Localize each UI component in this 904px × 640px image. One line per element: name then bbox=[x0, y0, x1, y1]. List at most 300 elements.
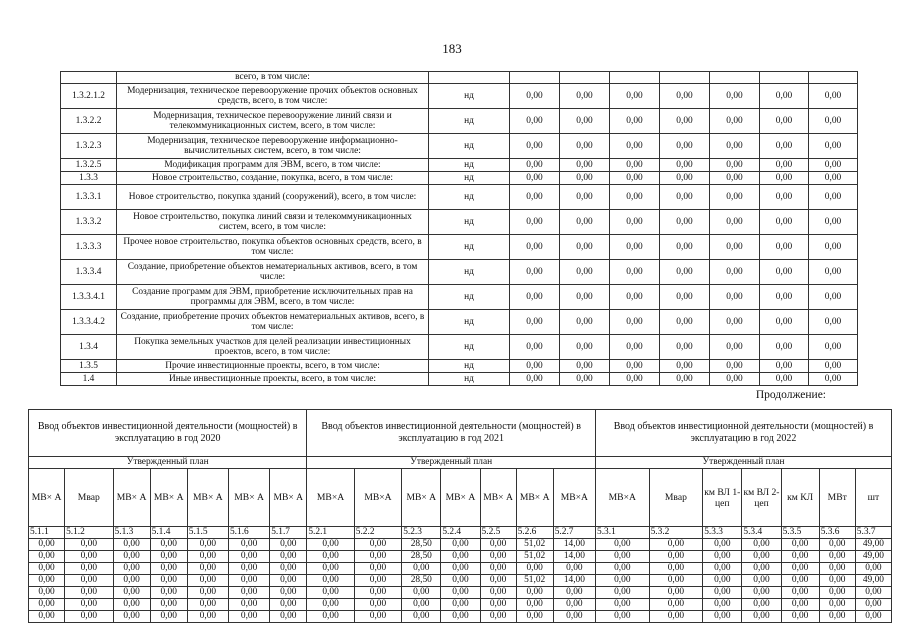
cell-value: 0,00 bbox=[354, 611, 401, 623]
cell-value: 0,00 bbox=[354, 539, 401, 551]
row-code: 1.3.2.3 bbox=[61, 134, 117, 159]
column-code: 5.1.3 bbox=[113, 527, 150, 539]
cell-value: 14,00 bbox=[553, 551, 595, 563]
unit-header: МВ×А bbox=[553, 469, 595, 527]
row-code: 1.3.2.5 bbox=[61, 159, 117, 172]
row-value: 0,00 bbox=[610, 159, 660, 172]
row-unit: нд bbox=[429, 235, 510, 260]
row-value: 0,00 bbox=[560, 185, 610, 210]
row-code: 1.3.3.3 bbox=[61, 235, 117, 260]
cell-value: 0,00 bbox=[480, 599, 516, 611]
row-value: 0,00 bbox=[760, 84, 809, 109]
cell-value: 0,00 bbox=[819, 539, 855, 551]
cell-value: 51,02 bbox=[516, 539, 553, 551]
cell-value: 0,00 bbox=[402, 611, 441, 623]
row-unit: нд bbox=[429, 335, 510, 360]
column-code: 5.3.6 bbox=[819, 527, 855, 539]
cell-value: 0,00 bbox=[29, 587, 65, 599]
row-code: 1.3.5 bbox=[61, 360, 117, 373]
cell-value: 0,00 bbox=[596, 575, 650, 587]
table-row bbox=[61, 134, 858, 159]
row-code: 1.3.3.4 bbox=[61, 260, 117, 285]
row-value: 0,00 bbox=[710, 260, 760, 285]
cell-value: 0,00 bbox=[703, 539, 742, 551]
unit-header: МВ× А bbox=[113, 469, 150, 527]
row-value: 0,00 bbox=[760, 109, 809, 134]
cell-value: 0,00 bbox=[855, 563, 891, 575]
row-value: 0,00 bbox=[809, 109, 858, 134]
table-row bbox=[61, 285, 858, 310]
cell-value: 0,00 bbox=[649, 539, 703, 551]
row-code: 1.3.3.2 bbox=[61, 210, 117, 235]
cell-value: 0,00 bbox=[480, 575, 516, 587]
row-value: 0,00 bbox=[710, 210, 760, 235]
row-value: 0,00 bbox=[760, 210, 809, 235]
row-value: 0,00 bbox=[710, 159, 760, 172]
cell-value: 0,00 bbox=[354, 551, 401, 563]
column-code: 5.2.5 bbox=[480, 527, 516, 539]
cell-value: 0,00 bbox=[228, 551, 269, 563]
column-code: 5.1.5 bbox=[187, 527, 228, 539]
unit-header: МВ× А bbox=[402, 469, 441, 527]
row-value: 0,00 bbox=[510, 260, 560, 285]
row-code: 1.3.2.2 bbox=[61, 109, 117, 134]
cell-value: 0,00 bbox=[354, 563, 401, 575]
row-value: 0,00 bbox=[760, 310, 809, 335]
cell-value: 0,00 bbox=[441, 575, 480, 587]
table-row bbox=[29, 563, 892, 575]
cell-value: 0,00 bbox=[228, 599, 269, 611]
cell-value: 0,00 bbox=[29, 611, 65, 623]
row-value: 0,00 bbox=[560, 172, 610, 185]
cell-value: 0,00 bbox=[113, 563, 150, 575]
row-value: 0,00 bbox=[560, 335, 610, 360]
column-code: 5.2.2 bbox=[354, 527, 401, 539]
unit-header: МВ× А bbox=[150, 469, 187, 527]
row-value: 0,00 bbox=[809, 335, 858, 360]
row-value: 0,00 bbox=[560, 310, 610, 335]
row-value: 0,00 bbox=[710, 310, 760, 335]
cell-value: 28,50 bbox=[402, 575, 441, 587]
cell-value: 0,00 bbox=[855, 599, 891, 611]
row-value: 0,00 bbox=[610, 172, 660, 185]
group-header-2020: Ввод объектов инвестиционной деятельности (мощностей) в эксплуатацию в год 2020 bbox=[29, 410, 307, 457]
cell-value: 0,00 bbox=[270, 599, 307, 611]
row-value: 0,00 bbox=[660, 285, 710, 310]
row-name: Прочие инвестиционные проекты, всего, в том числе: bbox=[117, 360, 429, 373]
row-value: 0,00 bbox=[610, 109, 660, 134]
cell-value: 0,00 bbox=[402, 587, 441, 599]
row-name: Создание, приобретение объектов нематериальных активов, всего, в том числе: bbox=[117, 260, 429, 285]
unit-header: МВ× А bbox=[187, 469, 228, 527]
table-row bbox=[61, 335, 858, 360]
row-code: 1.3.4 bbox=[61, 335, 117, 360]
cell-value: 0,00 bbox=[270, 611, 307, 623]
row-value: 0,00 bbox=[760, 235, 809, 260]
column-code: 5.3.2 bbox=[649, 527, 703, 539]
cell-value: 0,00 bbox=[228, 587, 269, 599]
unit-header: МВ× А bbox=[516, 469, 553, 527]
row-value: 0,00 bbox=[560, 360, 610, 373]
unit-header: км КЛ bbox=[781, 469, 819, 527]
row-value: 0,00 bbox=[560, 109, 610, 134]
row-name: Создание программ для ЭВМ, приобретение исключительных прав на программы для ЭВМ, всего, в том числе: bbox=[117, 285, 429, 310]
row-value: 0,00 bbox=[809, 84, 858, 109]
row-value: 0,00 bbox=[809, 360, 858, 373]
cell-value: 0,00 bbox=[596, 599, 650, 611]
cell-value: 0,00 bbox=[781, 611, 819, 623]
unit-header: км ВЛ 2- цеп bbox=[742, 469, 781, 527]
table-row bbox=[29, 599, 892, 611]
cell-value: 49,00 bbox=[855, 551, 891, 563]
row-name: Покупка земельных участков для целей реализации инвестиционных проектов, всего, в том числе: bbox=[117, 335, 429, 360]
row-value: 0,00 bbox=[560, 84, 610, 109]
cell-value: 0,00 bbox=[307, 575, 354, 587]
row-value: 0,00 bbox=[510, 335, 560, 360]
unit-header: км ВЛ 1- цеп bbox=[703, 469, 742, 527]
row-code: 1.3.2.1.2 bbox=[61, 84, 117, 109]
table-row bbox=[61, 310, 858, 335]
row-value: 0,00 bbox=[660, 159, 710, 172]
plan-label-2020: Утвержденный план bbox=[29, 457, 307, 469]
row-value: 0,00 bbox=[760, 159, 809, 172]
cell-value: 0,00 bbox=[65, 539, 113, 551]
row-value: 0,00 bbox=[610, 84, 660, 109]
row-value: 0,00 bbox=[510, 185, 560, 210]
row-value: 0,00 bbox=[660, 373, 710, 386]
cell-value: 0,00 bbox=[113, 575, 150, 587]
table-row bbox=[61, 210, 858, 235]
cell-value: 0,00 bbox=[150, 563, 187, 575]
row-value: 0,00 bbox=[660, 134, 710, 159]
row-value: 0,00 bbox=[660, 210, 710, 235]
row-value: 0,00 bbox=[660, 360, 710, 373]
cell-value: 0,00 bbox=[742, 611, 781, 623]
plan-row bbox=[29, 457, 892, 469]
cell-value: 0,00 bbox=[742, 551, 781, 563]
row-name: Создание, приобретение прочих объектов нематериальных активов, всего, в том числе: bbox=[117, 310, 429, 335]
unit-header: шт bbox=[855, 469, 891, 527]
row-value: 0,00 bbox=[710, 285, 760, 310]
column-code: 5.3.1 bbox=[596, 527, 650, 539]
cell-value: 0,00 bbox=[596, 563, 650, 575]
cell-value: 0,00 bbox=[781, 575, 819, 587]
table-row bbox=[29, 611, 892, 623]
column-code: 5.1.7 bbox=[270, 527, 307, 539]
row-code: 1.3.3 bbox=[61, 172, 117, 185]
cell-value: 0,00 bbox=[65, 551, 113, 563]
column-code: 5.3.3 bbox=[703, 527, 742, 539]
cell-value: 0,00 bbox=[65, 611, 113, 623]
cell-value: 0,00 bbox=[113, 611, 150, 623]
unit-header: МВ× А bbox=[441, 469, 480, 527]
cell-value: 0,00 bbox=[187, 575, 228, 587]
cell-value: 0,00 bbox=[703, 611, 742, 623]
unit-header: МВ× А bbox=[270, 469, 307, 527]
plan-label-2022: Утвержденный план bbox=[596, 457, 892, 469]
cell-value: 0,00 bbox=[781, 563, 819, 575]
row-unit: нд bbox=[429, 210, 510, 235]
cell-value: 0,00 bbox=[703, 551, 742, 563]
cell-value: 0,00 bbox=[596, 587, 650, 599]
row-value: 0,00 bbox=[560, 134, 610, 159]
column-code: 5.1.2 bbox=[65, 527, 113, 539]
row-value: 0,00 bbox=[710, 373, 760, 386]
column-code: 5.2.7 bbox=[553, 527, 595, 539]
row-name: Иные инвестиционные проекты, всего, в том числе: bbox=[117, 373, 429, 386]
table-row-header bbox=[61, 72, 858, 84]
cell-value: 0,00 bbox=[553, 587, 595, 599]
row-value: 0,00 bbox=[760, 360, 809, 373]
cell-value: 0,00 bbox=[113, 551, 150, 563]
group-header-2021: Ввод объектов инвестиционной деятельности (мощностей) в эксплуатацию в год 2021 bbox=[307, 410, 596, 457]
cell-value: 0,00 bbox=[819, 551, 855, 563]
cell-value: 0,00 bbox=[855, 611, 891, 623]
row-unit: нд bbox=[429, 84, 510, 109]
row-value: 0,00 bbox=[660, 260, 710, 285]
cell-value: 0,00 bbox=[819, 575, 855, 587]
group-header-2022: Ввод объектов инвестиционной деятельности (мощностей) в эксплуатацию в год 2022 bbox=[596, 410, 892, 457]
row-value: 0,00 bbox=[760, 260, 809, 285]
cell-value: 0,00 bbox=[29, 575, 65, 587]
row-value: 0,00 bbox=[809, 285, 858, 310]
cell-value: 0,00 bbox=[480, 563, 516, 575]
row-name: Прочее новое строительство, покупка объектов основных средств, всего, в том числе: bbox=[117, 235, 429, 260]
cell-value: 0,00 bbox=[65, 575, 113, 587]
cell-value: 0,00 bbox=[819, 587, 855, 599]
group-header-row bbox=[29, 410, 892, 457]
cell-value: 0,00 bbox=[649, 551, 703, 563]
row-value: 0,00 bbox=[510, 210, 560, 235]
cell-value: 0,00 bbox=[703, 599, 742, 611]
cell-value: 0,00 bbox=[307, 539, 354, 551]
row-value: 0,00 bbox=[560, 285, 610, 310]
cell-value: 0,00 bbox=[307, 563, 354, 575]
cell-value: 0,00 bbox=[307, 611, 354, 623]
row-value: 0,00 bbox=[710, 335, 760, 360]
cell-value: 0,00 bbox=[441, 539, 480, 551]
table-row bbox=[61, 185, 858, 210]
cell-value: 0,00 bbox=[65, 587, 113, 599]
table-row bbox=[61, 260, 858, 285]
cell-value: 0,00 bbox=[402, 599, 441, 611]
cell-value: 0,00 bbox=[819, 611, 855, 623]
cell-value: 51,02 bbox=[516, 551, 553, 563]
cell-value: 0,00 bbox=[187, 599, 228, 611]
cell-value: 0,00 bbox=[703, 563, 742, 575]
cell-value: 14,00 bbox=[553, 575, 595, 587]
cell-value: 0,00 bbox=[228, 611, 269, 623]
table-row bbox=[61, 109, 858, 134]
row-value: 0,00 bbox=[710, 185, 760, 210]
row-value: 0,00 bbox=[610, 210, 660, 235]
cell-value: 0,00 bbox=[480, 587, 516, 599]
cell-value: 0,00 bbox=[596, 539, 650, 551]
cell-value: 0,00 bbox=[742, 539, 781, 551]
cell-value: 0,00 bbox=[553, 611, 595, 623]
column-code: 5.2.3 bbox=[402, 527, 441, 539]
unit-header: МВ× А bbox=[228, 469, 269, 527]
row-value: 0,00 bbox=[560, 159, 610, 172]
cell-value: 0,00 bbox=[516, 599, 553, 611]
column-code: 5.1.1 bbox=[29, 527, 65, 539]
table-row bbox=[61, 84, 858, 109]
row-name: Модернизация, техническое перевооружение прочих объектов основных средств, всего, в том числе: bbox=[117, 84, 429, 109]
row-value: 0,00 bbox=[760, 185, 809, 210]
row-name: Модификация программ для ЭВМ, всего, в том числе: bbox=[117, 159, 429, 172]
investment-table-top bbox=[60, 71, 858, 386]
row-value: 0,00 bbox=[610, 260, 660, 285]
cell-value: 0,00 bbox=[354, 587, 401, 599]
cell-value: 0,00 bbox=[553, 563, 595, 575]
table-row bbox=[61, 360, 858, 373]
unit-header: МВ×А bbox=[307, 469, 354, 527]
cell-value: 0,00 bbox=[307, 587, 354, 599]
row-value: 0,00 bbox=[510, 235, 560, 260]
plan-label-2021: Утвержденный план bbox=[307, 457, 596, 469]
row-unit: нд bbox=[429, 159, 510, 172]
row-unit: нд bbox=[429, 109, 510, 134]
row-value: 0,00 bbox=[510, 360, 560, 373]
row-value: 0,00 bbox=[610, 360, 660, 373]
row-code: 1.4 bbox=[61, 373, 117, 386]
cell-value: 0,00 bbox=[270, 551, 307, 563]
table-row bbox=[29, 575, 892, 587]
row-value: 0,00 bbox=[510, 109, 560, 134]
cell-value: 0,00 bbox=[441, 599, 480, 611]
cell-value: 0,00 bbox=[742, 575, 781, 587]
cell-value: 0,00 bbox=[228, 575, 269, 587]
row-unit: нд bbox=[429, 373, 510, 386]
row-value: 0,00 bbox=[610, 373, 660, 386]
cell-value: 0,00 bbox=[649, 611, 703, 623]
cell-value: 0,00 bbox=[516, 587, 553, 599]
row-value: 0,00 bbox=[760, 373, 809, 386]
cell-value: 0,00 bbox=[742, 599, 781, 611]
cell-value: 0,00 bbox=[781, 539, 819, 551]
cell-value: 0,00 bbox=[150, 539, 187, 551]
row-value: 0,00 bbox=[809, 210, 858, 235]
row-value: 0,00 bbox=[610, 285, 660, 310]
cell-value: 0,00 bbox=[29, 563, 65, 575]
cell-value: 0,00 bbox=[270, 539, 307, 551]
row-unit: нд bbox=[429, 134, 510, 159]
cell-value: 51,02 bbox=[516, 575, 553, 587]
row-value: 0,00 bbox=[710, 360, 760, 373]
row-value: 0,00 bbox=[710, 134, 760, 159]
row-value: 0,00 bbox=[510, 159, 560, 172]
cell-value: 0,00 bbox=[441, 611, 480, 623]
row-name: Модернизация, техническое перевооружение информационно-вычислительных систем, всего, в том числе: bbox=[117, 134, 429, 159]
cell-value: 0,00 bbox=[65, 599, 113, 611]
cell-value: 0,00 bbox=[270, 587, 307, 599]
unit-header: МВ×А bbox=[354, 469, 401, 527]
cell-value: 0,00 bbox=[150, 599, 187, 611]
cell-value: 0,00 bbox=[441, 551, 480, 563]
row-value: 0,00 bbox=[610, 310, 660, 335]
cell-value: 28,50 bbox=[402, 551, 441, 563]
row-value: 0,00 bbox=[660, 84, 710, 109]
row-unit: нд bbox=[429, 360, 510, 373]
cell-value: 0,00 bbox=[354, 599, 401, 611]
row-value: 0,00 bbox=[610, 134, 660, 159]
row-value: 0,00 bbox=[809, 373, 858, 386]
row-name: Новое строительство, создание, покупка, всего, в том числе: bbox=[117, 172, 429, 185]
row-value: 0,00 bbox=[760, 335, 809, 360]
column-code: 5.3.7 bbox=[855, 527, 891, 539]
cell-value: 0,00 bbox=[649, 599, 703, 611]
row-name: Модернизация, техническое перевооружение линий связи и телекоммуникационных систем, всего, в том числе: bbox=[117, 109, 429, 134]
column-code: 5.2.1 bbox=[307, 527, 354, 539]
row-value: 0,00 bbox=[809, 235, 858, 260]
unit-header: МВ× А bbox=[29, 469, 65, 527]
row-value: 0,00 bbox=[809, 185, 858, 210]
table-row bbox=[61, 373, 858, 386]
cell-value: 0,00 bbox=[150, 611, 187, 623]
table-row bbox=[29, 539, 892, 551]
row-value: 0,00 bbox=[610, 185, 660, 210]
cell-value: 0,00 bbox=[553, 599, 595, 611]
row-value: 0,00 bbox=[809, 260, 858, 285]
row-value: 0,00 bbox=[710, 172, 760, 185]
unit-header: МВ×А bbox=[596, 469, 650, 527]
cell-value: 0,00 bbox=[228, 563, 269, 575]
cell-value: 0,00 bbox=[480, 611, 516, 623]
row-unit: нд bbox=[429, 172, 510, 185]
row-value: 0,00 bbox=[809, 172, 858, 185]
cell-value: 0,00 bbox=[402, 563, 441, 575]
cell-value: 0,00 bbox=[596, 551, 650, 563]
cell-value: 0,00 bbox=[441, 563, 480, 575]
cell-value: 0,00 bbox=[270, 575, 307, 587]
row-value: 0,00 bbox=[510, 84, 560, 109]
row-value: 0,00 bbox=[809, 310, 858, 335]
cell-value: 0,00 bbox=[187, 587, 228, 599]
unit-header: МВ× А bbox=[480, 469, 516, 527]
cell-value: 0,00 bbox=[742, 563, 781, 575]
table-row bbox=[29, 551, 892, 563]
row-value: 0,00 bbox=[510, 134, 560, 159]
row-value: 0,00 bbox=[660, 335, 710, 360]
row-value: 0,00 bbox=[660, 310, 710, 335]
cell-value: 0,00 bbox=[228, 539, 269, 551]
cell-value: 0,00 bbox=[113, 539, 150, 551]
codes-row bbox=[29, 527, 892, 539]
row-value: 0,00 bbox=[560, 373, 610, 386]
cell-value: 0,00 bbox=[150, 587, 187, 599]
cell-value: 0,00 bbox=[187, 611, 228, 623]
cell-value: 0,00 bbox=[649, 563, 703, 575]
row-value: 0,00 bbox=[809, 134, 858, 159]
cell-value: 0,00 bbox=[29, 551, 65, 563]
row-value: 0,00 bbox=[660, 185, 710, 210]
row-value: 0,00 bbox=[660, 109, 710, 134]
column-code: 5.3.4 bbox=[742, 527, 781, 539]
cell-value: 0,00 bbox=[742, 587, 781, 599]
cell-value: 0,00 bbox=[441, 587, 480, 599]
cell-value: 0,00 bbox=[187, 539, 228, 551]
row-value: 0,00 bbox=[760, 134, 809, 159]
cell-value: 0,00 bbox=[480, 551, 516, 563]
row-unit: нд bbox=[429, 260, 510, 285]
cell-value: 0,00 bbox=[307, 551, 354, 563]
cell-value: 0,00 bbox=[855, 587, 891, 599]
row-value: 0,00 bbox=[760, 172, 809, 185]
table-row bbox=[61, 172, 858, 185]
cell-value: 0,00 bbox=[703, 587, 742, 599]
cell-value: 0,00 bbox=[150, 575, 187, 587]
row-value: 0,00 bbox=[510, 373, 560, 386]
